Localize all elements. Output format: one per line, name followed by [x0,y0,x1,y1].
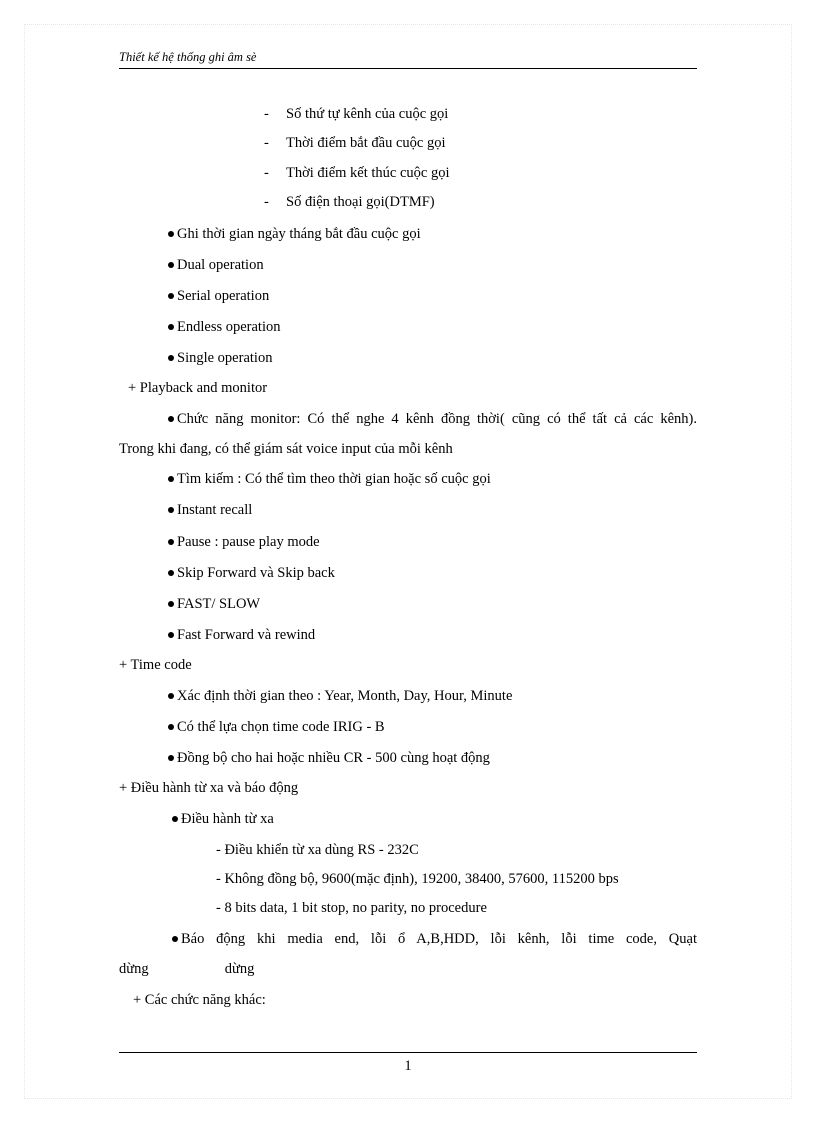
bullet-icon [168,539,174,545]
bullet-icon [168,693,174,699]
bullet-icon [168,355,174,361]
bullet-item: Ghi thời gian ngày tháng bắt đầu cuộc gọi [168,225,421,243]
bullet-icon [172,936,178,942]
bullet-item: Đồng bộ cho hai hoặc nhiều CR - 500 cùng hoạt động [168,749,490,767]
dash-list-item: - Số thứ tự kênh của cuộc gọi [264,106,449,122]
bullet-icon [168,507,174,513]
bullet-item: FAST/ SLOW [168,595,260,613]
paragraph-continuation: Trong khi đang, có thể giám sát voice input của mỗi kênh [119,441,453,457]
bullet-item: Điều hành từ xa [172,810,274,828]
dash-list-item: - Thời điểm bắt đầu cuộc gọi [264,135,446,151]
bullet-icon [168,416,174,422]
paragraph-continuation: dừng dừng [119,961,255,977]
section-heading-remote: + Điều hành từ xa và báo động [119,780,299,796]
bullet-item: Instant recall [168,501,252,519]
dash-list-item: - Thời điểm kết thúc cuộc gọi [264,165,450,181]
section-heading-playback: + Playback and monitor [128,380,268,396]
bullet-item: Chức năng monitor: Có thể nghe 4 kênh đồng thời( cũng có thể tất cả các kênh). [168,410,697,428]
running-header: Thiết kế hệ thống ghi âm sè [119,50,257,64]
page-number: 1 [404,1058,412,1074]
bullet-icon [168,324,174,330]
dash-list-item: - Điều khiển từ xa dùng RS - 232C [216,842,419,858]
bullet-item: Skip Forward và Skip back [168,564,335,582]
bullet-item: Endless operation [168,318,281,336]
section-heading-timecode: + Time code [119,657,192,673]
bullet-icon [168,632,174,638]
bullet-item: Báo động khi media end, lỗi ổ A,B,HDD, lỗi kênh, lỗi time code, Quạt [172,930,697,948]
bullet-item: Serial operation [168,287,269,305]
bullet-icon [168,293,174,299]
bullet-item: Dual operation [168,256,264,274]
bullet-icon [168,755,174,761]
bullet-icon [168,570,174,576]
bullet-icon [168,601,174,607]
bullet-item: Single operation [168,349,272,367]
bullet-icon [168,476,174,482]
dash-list-item: - 8 bits data, 1 bit stop, no parity, no procedure [216,900,487,916]
bullet-icon [168,724,174,730]
bullet-icon [172,816,178,822]
dash-list-item: - Không đồng bộ, 9600(mặc định), 19200, 38400, 57600, 115200 bps [216,871,619,887]
footer-rule [119,1052,697,1053]
bullet-item: Xác định thời gian theo : Year, Month, Day, Hour, Minute [168,687,512,705]
bullet-icon [168,262,174,268]
bullet-item: Có thể lựa chọn time code IRIG - B [168,718,385,736]
bullet-icon [168,231,174,237]
section-heading-other: + Các chức năng khác: [133,992,266,1008]
bullet-item: Pause : pause play mode [168,533,320,551]
bullet-item: Tìm kiếm : Có thể tìm theo thời gian hoặc số cuộc gọi [168,470,491,488]
header-rule [119,68,697,69]
bullet-item: Fast Forward và rewind [168,626,315,644]
dash-list-item: - Số điện thoại gọi(DTMF) [264,194,435,210]
